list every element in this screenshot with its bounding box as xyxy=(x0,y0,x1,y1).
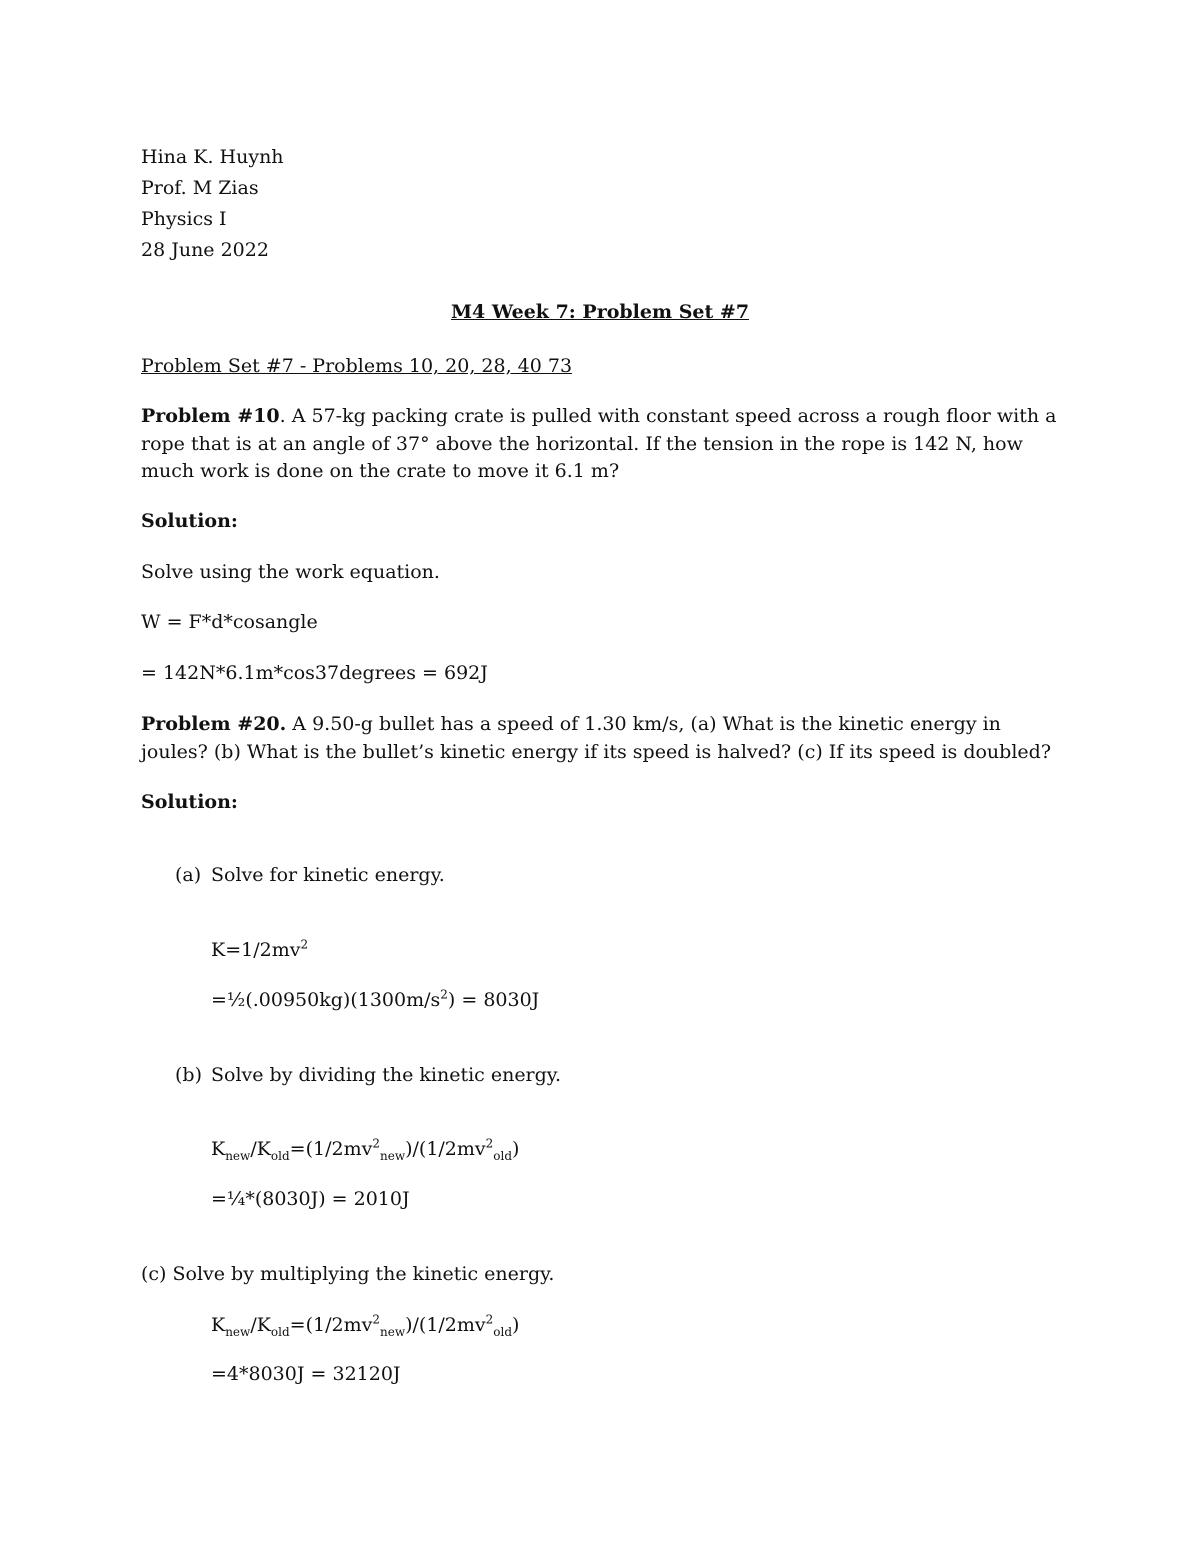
course-name: Physics I xyxy=(141,208,227,230)
professor-name: Prof. M Zias xyxy=(141,177,259,199)
document-title: M4 Week 7: Problem Set #7 xyxy=(450,301,750,323)
part-b-ratio-equation: $K_{new}/K_{old}=(1/2mv^2_{new})/(1/2mv^2_{old})$ xyxy=(211,1136,520,1163)
part-b-step: Solve by dividing the kinetic energy. xyxy=(211,1064,562,1086)
problem-10-text: . A 57-kg packing crate is pulled with constant speed across a rough floor with a rope that is at an angle of 37° above the horizontal. If the tension in the rope is 142 N, how much work is done on the crate to move it 6.1 m? xyxy=(141,405,1057,482)
student-name: Hina K. Huynh xyxy=(141,146,284,168)
part-a-step: Solve for kinetic energy. xyxy=(211,864,445,886)
problem-10-label: Problem #10 xyxy=(141,405,280,427)
problem-20-statement xyxy=(141,711,1071,766)
problem-10-equation-2: = 142N*6.1m*cos37degrees = 692J xyxy=(141,662,488,684)
submission-date: 28 June 2022 xyxy=(141,239,269,261)
part-a-equation-2: $=\frac{1}{2}(.00950kg)(1300m/s^2) = 8030J$ xyxy=(211,987,540,1011)
part-b-marker: (b) xyxy=(175,1064,202,1086)
problem-20-text: A 9.50-g bullet has a speed of 1.30 km/s, (a) What is the kinetic energy in joules? (b) What is the bullet’s kinetic energy if its speed is halved? (c) If its speed is doubled? xyxy=(141,713,1052,763)
problem-10-statement xyxy=(141,403,1071,486)
part-a-marker: (a) xyxy=(175,864,202,886)
part-c-ratio-equation: $K_{new}/K_{old}=(1/2mv^2_{new})/(1/2mv^2_{old})$ xyxy=(211,1312,520,1339)
problem-10-solution-label: Solution: xyxy=(141,510,238,532)
problem-20-solution-label: Solution: xyxy=(141,791,238,813)
problem-10-equation-1: W = F*d*cosangle xyxy=(141,611,318,633)
problem-10-step: Solve using the work equation. xyxy=(141,561,440,583)
part-b-equation-2: =¼*(8030J) = 2010J xyxy=(211,1188,410,1210)
problem-20-label: Problem #20. xyxy=(141,713,287,735)
part-a-equation-1: $K=1/2mv^2$ xyxy=(211,937,309,961)
part-c-equation-2: =4*8030J = 32120J xyxy=(211,1363,401,1385)
problem-set-subtitle: Problem Set #7 - Problems 10, 20, 28, 40 73 xyxy=(141,355,573,377)
part-c-step: (c) Solve by multiplying the kinetic energy. xyxy=(141,1263,555,1285)
